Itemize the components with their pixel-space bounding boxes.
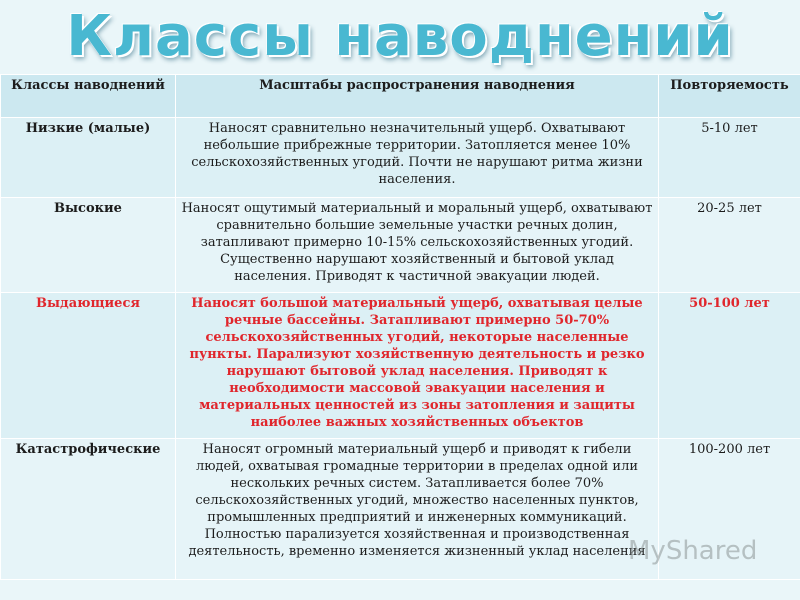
flood-classes-table — [0, 74, 800, 580]
header-classes: Классы наводнений — [1, 75, 176, 118]
row-recurrence: 5-10 лет — [659, 118, 800, 198]
header-scale: Масштабы распространения наводнения — [176, 75, 659, 118]
row-class: Высокие — [1, 198, 176, 293]
row-class: Выдающиеся — [1, 293, 176, 439]
table-header-row — [1, 75, 800, 118]
table-row — [1, 198, 800, 293]
row-scale: Наносят огромный материальный ущерб и приводят к гибели людей, охватывая громадные территории в пределах одной или нескольких речных систем. Затапливается более 70% сельскохозяйственных угодий, множество населенных пунктов, промышленных предприятий и инженерных коммуникаций. Полностью парализуется хозяйственная и производственная деятельность, временно изменяется жизненный уклад населения — [176, 439, 659, 580]
header-recurrence: Повторяемость — [659, 75, 800, 118]
row-scale: Наносят большой материальный ущерб, охватывая целые речные бассейны. Затапливают примерно 50-70% сельскохозяйственных угодий, некоторые населенные пункты. Парализуют хозяйственную деятельность и резко нарушают бытовой уклад населения. Приводят к необходимости массовой эвакуации населения и материальных ценностей из зоны затопления и защиты наиболее важных хозяйственных объектов — [176, 293, 659, 439]
row-recurrence: 50-100 лет — [659, 293, 800, 439]
page-title: Классы наводнений — [66, 4, 734, 69]
row-class: Катастрофические — [1, 439, 176, 580]
row-class: Низкие (малые) — [1, 118, 176, 198]
table-row-highlighted — [1, 293, 800, 439]
row-scale: Наносят ощутимый материальный и моральный ущерб, охватывают сравнительно большие земельные участки речных долин, затапливают примерно 10-15% сельскохозяйственных угодий. Существенно нарушают хозяйственный и бытовой уклад населения. Приводят к частичной эвакуации людей. — [176, 198, 659, 293]
row-recurrence: 100-200 лет — [659, 439, 800, 580]
table-row — [1, 118, 800, 198]
watermark-logo: MyShared — [628, 536, 758, 566]
row-scale: Наносят сравнительно незначительный ущерб. Охватывают небольшие прибрежные территории. Затопляется менее 10% сельскохозяйственных угодий. Почти не нарушают ритма жизни населения. — [176, 118, 659, 198]
row-recurrence: 20-25 лет — [659, 198, 800, 293]
